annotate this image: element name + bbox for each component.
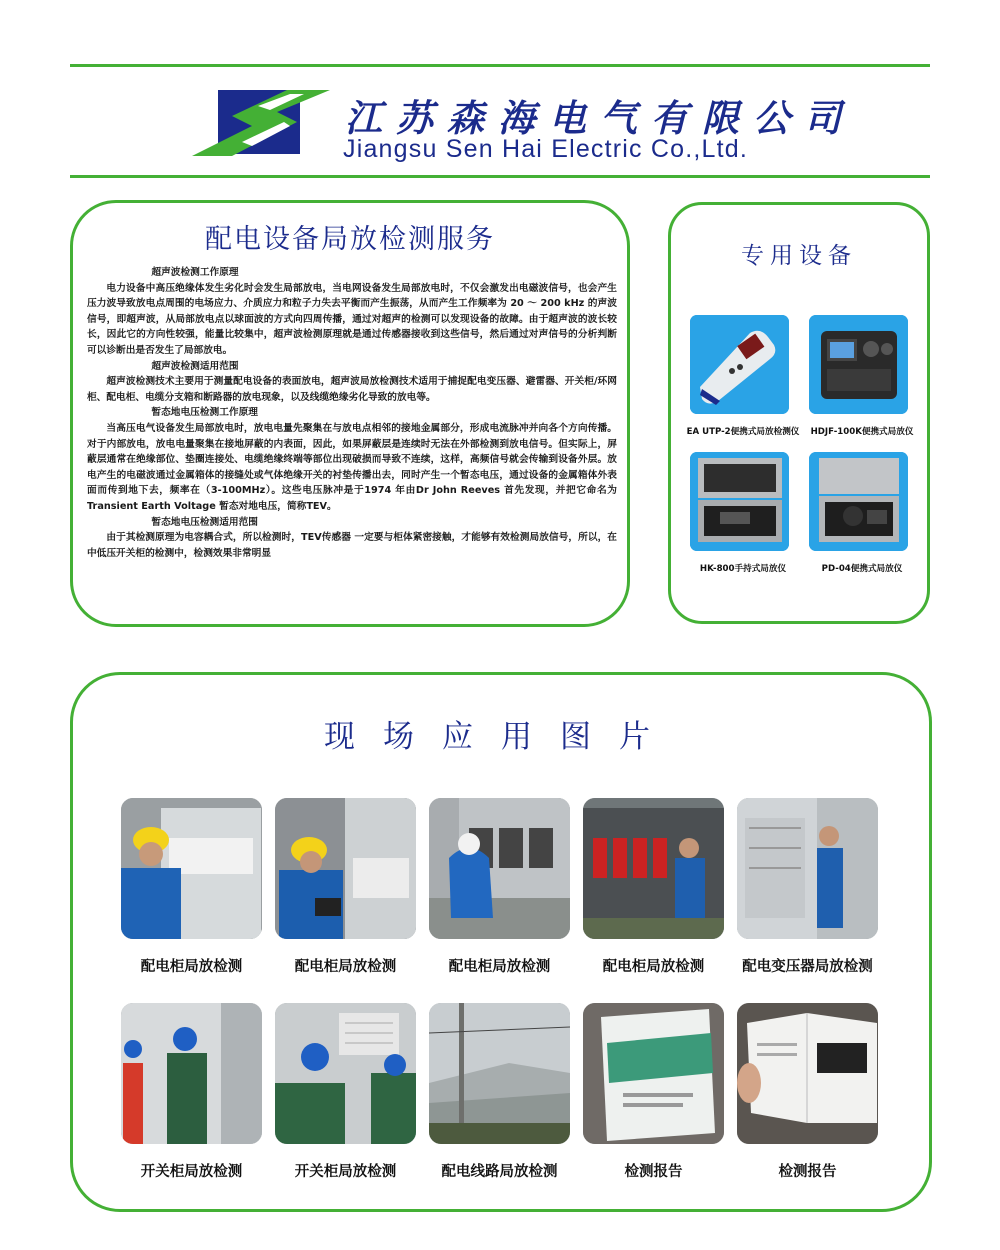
equipment-item [690,452,790,574]
photo-item [121,798,262,975]
case-sensor-kit-icon [809,452,908,551]
header-divider [70,175,930,178]
section-heading: 暂态地电压检测适用范围 [151,516,258,528]
top-divider [70,64,930,67]
photos-title: 现场应用图片 [324,719,678,755]
field-photo [429,1003,570,1144]
photo-caption: 配电线路局放检测 [441,1164,558,1180]
field-photo [121,1003,262,1144]
report-photo [583,1003,724,1144]
section-text: 电力设备中高压绝缘体发生劣化时会发生局部放电，当电网设备发生局部放电时，不仅会激发出电磁波信号，也会产生压力波导致放电点周围的电场应力、介质应力和粒子力失去平衡而产生振荡，从而产生工作频率为 20 ～ 200 kHz 的声波信号，即超声波，从局部放电点以球面波的方式向四周传播，通过对超声的检测可以发现设备的故障。由于超声波的波长较长，因此它的方向性较强，能量比较集中，超声波检测原理就是通过传感器接收到这些信号，然后通过对声信号的分析判断可以诊断出是否发生了局部放电。 [87,282,617,356]
handheld-detector-icon [690,315,789,414]
report-photo [737,1003,878,1144]
photo-caption: 配电变压器局放检测 [742,959,873,975]
section-text: 当高压电气设备发生局部放电时，放电电量先聚集在与放电点相邻的接地金属部分，形成电流脉冲并向各个方向传播。对于内部放电，放电电量聚集在接地屏蔽的内表面，因此，如果屏蔽层是连续时无法在外部检测到放电信号。但实际上，屏蔽层通常在绝缘部位、垫圈连接处、电缆绝缘终端等部位出现破损而导致不连续，这样，高频信号就会传输到设备外层。放电产生的电磁波通过金属箱体的接缝处或气体绝缘开关的衬垫传播出去，同时产生一个暂态电压，通过设备的金属箱体外表面而传到地下去，频率在（3-100MHz）。这些电压脉冲是于1974 年由Dr John Reeves 首先发现，并把它命名为Transient Earth Voltage 暂态对地电压，简称TEV。 [87,422,617,512]
photo-caption: 检测报告 [624,1164,683,1180]
photo-item [429,798,570,975]
photo-item [275,798,416,975]
section-text: 超声波检测技术主要用于测量配电设备的表面放电，超声波局放检测技术适用于捕捉配电变压器、避雷器、开关柜/环网柜、配电柜、电缆分支箱和断路器的放电现象，以及线缆绝缘劣化导致的放电等。 [87,376,617,403]
case-instrument-icon [809,315,908,414]
photo-caption: 检测报告 [778,1164,837,1180]
field-photos-panel [70,672,932,1212]
equipment-item [686,315,800,437]
photo-caption: 配电柜局放检测 [602,959,705,975]
equipment-caption: EA UTP-2便携式局放检测仪 [686,427,800,437]
company-logo [192,86,330,162]
section-heading: 超声波检测工作原理 [151,267,239,278]
service-title: 配电设备局放检测服务 [205,224,495,255]
field-photo [275,1003,416,1144]
photo-caption: 开关柜局放检测 [140,1164,243,1180]
company-name-en: Jiangsu Sen Hai Electric Co.,Ltd. [343,135,749,163]
section-heading: 超声波检测适用范围 [151,360,239,372]
photo-item [583,1003,724,1180]
equipment-panel [668,202,930,624]
service-description [87,265,617,561]
photo-item [737,1003,878,1180]
company-name-cn: 江苏森海电气有限公司 [345,96,855,140]
photo-caption: 配电柜局放检测 [140,959,243,975]
equipment-title: 专用设备 [741,243,857,269]
field-photo [583,798,724,939]
photo-item [121,1003,262,1180]
equipment-caption: HK-800手持式局放仪 [699,564,787,574]
field-photo [737,798,878,939]
open-case-kit-icon [690,452,789,551]
service-panel [70,200,630,627]
photo-item [583,798,724,975]
equipment-caption: PD-04便携式局放仪 [821,564,903,574]
equipment-caption: HDJF-100K便携式局放仪 [810,427,914,437]
photo-caption: 开关柜局放检测 [294,1164,397,1180]
section-text: 由于其检测原理为电容耦合式，所以检测时，TEV传感器 一定要与柜体紧密接触，才能够有效检测局放信号，所以，在中低压开关柜的检测中，检测效果非常明显 [87,532,617,559]
equipment-item [809,315,914,437]
equipment-item [809,452,909,574]
photo-caption: 配电柜局放检测 [448,959,551,975]
photo-caption: 配电柜局放检测 [294,959,397,975]
photo-item [429,1003,570,1180]
photo-item [737,798,878,975]
photo-item [275,1003,416,1180]
field-photo [275,798,416,939]
section-heading: 暂态地电压检测工作原理 [151,407,258,419]
field-photo [429,798,570,939]
field-photo [121,798,262,939]
